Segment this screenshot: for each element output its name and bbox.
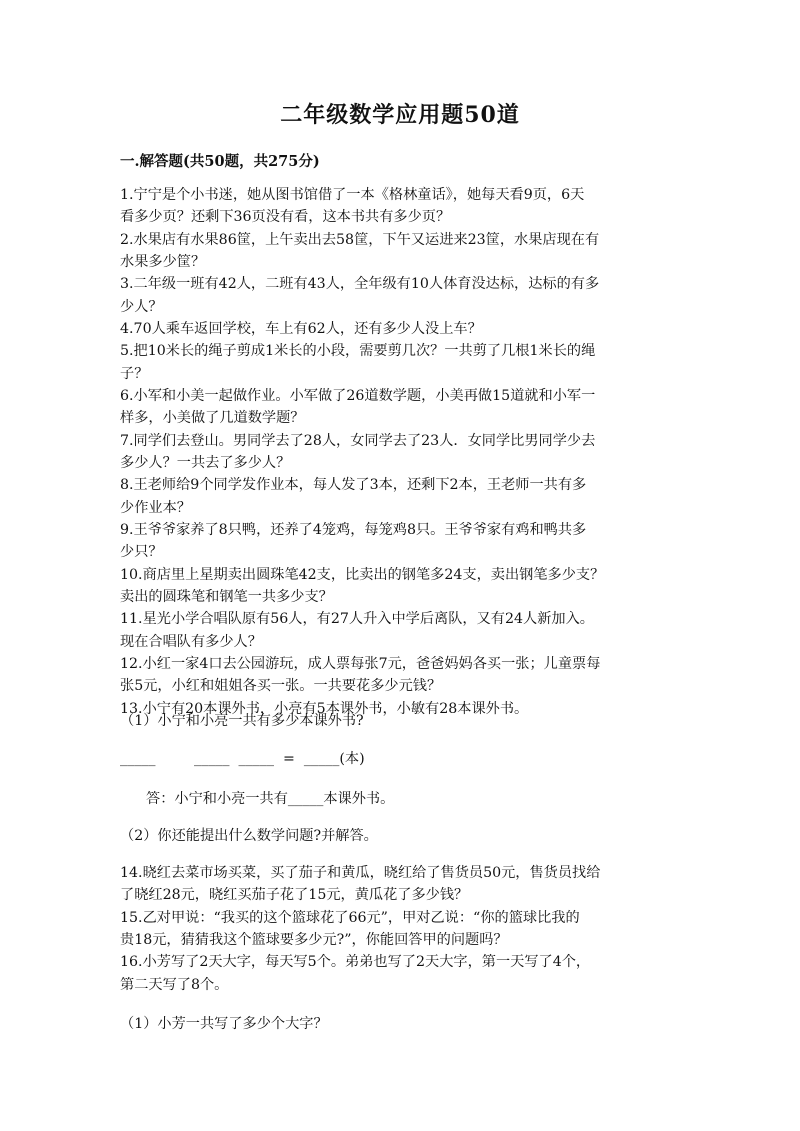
problem-line: 6.小军和小美一起做作业。小军做了26道数学题，小美再做15道就和小军一 — [120, 388, 596, 404]
q13-sub2: （2）你还能提出什么数学问题?并解答。 — [120, 828, 378, 844]
problem-line: 9.王爷爷家养了8只鸭，还养了4笼鸡，每笼鸡8只。王爷爷家有鸡和鸭共多 — [120, 522, 587, 538]
problem-line: 10.商店里上星期卖出圆珠笔42支，比卖出的钢笔多24支，卖出钢笔多少支？ — [120, 567, 605, 583]
problem-line: 水果多少筐？ — [120, 254, 206, 270]
section-heading: 一.解答题(共50题，共275分) — [120, 153, 320, 170]
problem-line: 14.晓红去菜市场买菜，买了茄子和黄瓜，晓红给了售货员50元，售货员找给 — [120, 865, 601, 881]
problem-line: 少人？ — [120, 299, 163, 315]
problem-line: 看多少页？还剩下36页没有看，这本书共有多少页？ — [120, 209, 451, 225]
problem-line: 8.王老师给9个同学发作业本，每人发了3本，还剩下2本，王老师一共有多 — [120, 477, 587, 493]
problem-line: 卖出的圆珠笔和钢笔一共多少支？ — [120, 589, 333, 605]
problem-line: 张5元，小红和姐姐各买一张。一共要花多少元钱？ — [120, 678, 442, 694]
problem-line: 16.小芳写了2天大字，每天写5个。弟弟也写了2天大字，第一天写了4个， — [120, 954, 591, 970]
problem-line: 2.水果店有水果86筐，上午卖出去58筐，下午又运进来23筐，水果店现在有 — [120, 232, 600, 248]
problem-line: 7.同学们去登山。男同学去了28人，女同学去了23人．女同学比男同学少去 — [120, 433, 596, 449]
problem-line: 12.小红一家4口去公园游玩，成人票每张7元，爸爸妈妈各买一张；儿童票每 — [120, 656, 601, 672]
problem-line: 子？ — [120, 366, 149, 382]
problem-line: 5.把10米长的绳子剪成1米长的小段，需要剪几次？一共剪了几根1米长的绳 — [120, 343, 596, 359]
problem-line: 11.星光小学合唱队原有56人，有27人升入中学后离队，又有24人新加入。 — [120, 611, 594, 627]
problem-line: 了晓红28元，晓红买茄子花了15元，黄瓜花了多少钱？ — [120, 887, 469, 903]
answer-equation-blanks: _____ _____ = _____(本) — [194, 751, 365, 767]
q16-sub1: （1）小芳一共写了多少个大字？ — [120, 1016, 328, 1032]
page-title: 二年级数学应用题50道 — [280, 102, 520, 128]
problem-line: 少作业本？ — [120, 500, 191, 516]
q13-sub1: （1）小宁和小亮一共有多少本课外书? — [120, 713, 364, 729]
problem-line: 现在合唱队有多少人？ — [120, 634, 262, 650]
problem-line: 3.二年级一班有42人，二班有43人，全年级有10人体育没达标，达标的有多 — [120, 276, 600, 292]
problem-line: 第二天写了8个。 — [120, 977, 229, 993]
answer-blank: _____ — [120, 751, 156, 767]
problem-line: 15.乙对甲说：“我买的这个篮球花了66元”，甲对乙说：“你的篮球比我的 — [120, 910, 580, 926]
problem-line: 多少人？一共去了多少人？ — [120, 455, 291, 471]
problem-line: 4.70人乘车返回学校，车上有62人，还有多少人没上车？ — [120, 321, 482, 337]
problem-line: 13.小宁有20本课外书，小亮有5本课外书，小敏有28本课外书。 — [120, 701, 529, 717]
q13-answer: 答：小宁和小亮一共有_____本课外书。 — [146, 791, 395, 807]
problem-line: 少只？ — [120, 544, 163, 560]
problem-line: 1.宁宁是个小书迷，她从图书馆借了一本《格林童话》，她每天看9页，6天 — [120, 187, 585, 203]
problem-line: 样多，小美做了几道数学题？ — [120, 410, 305, 426]
problem-line: 贵18元，猜猜我这个篮球要多少元?”，你能回答甲的问题吗？ — [120, 932, 508, 948]
